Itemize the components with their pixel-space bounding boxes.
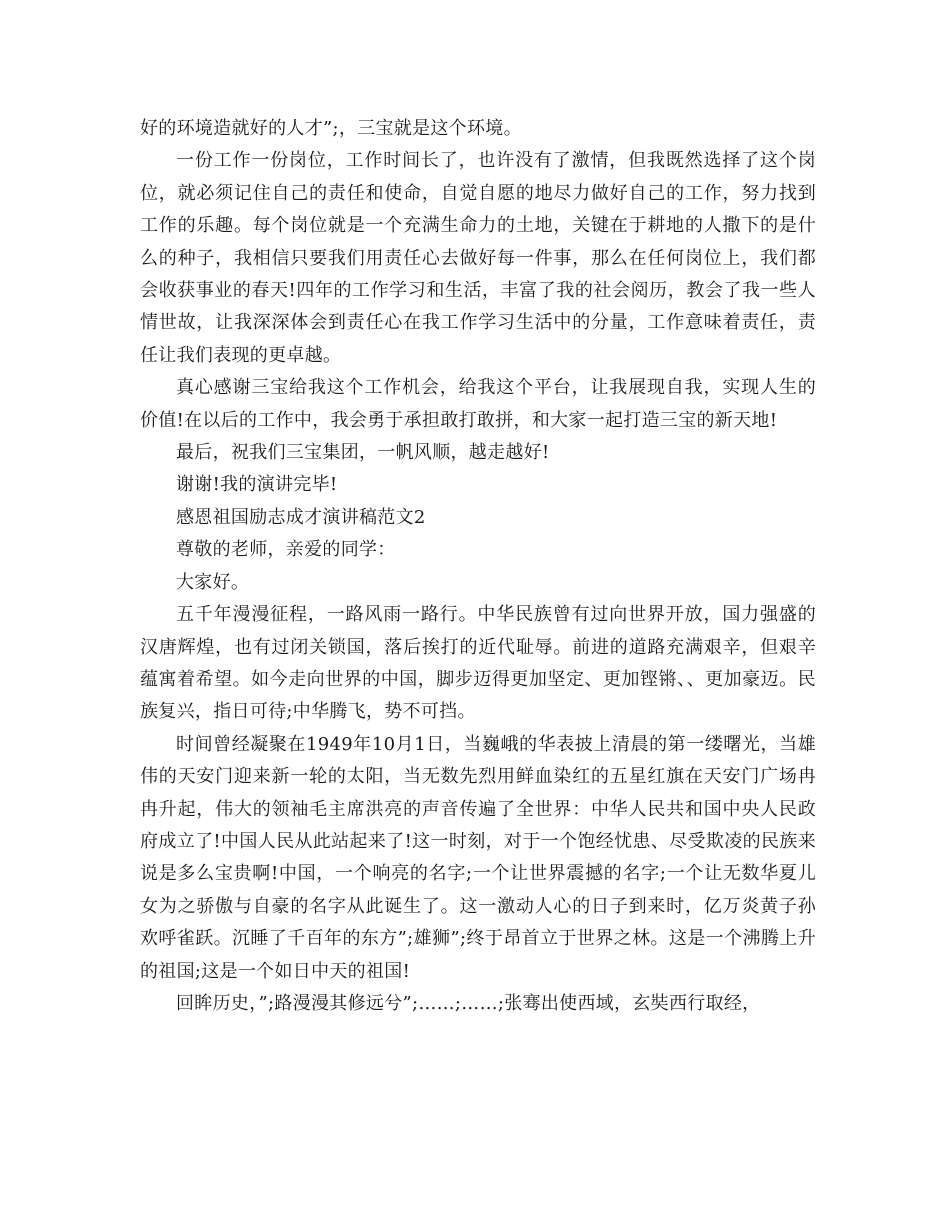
paragraph: 谢谢!我的演讲完毕! bbox=[176, 474, 338, 496]
paragraph: 五千年漫漫征程，一路风雨一路行。中华民族曾有过向世界开放，国力强盛的汉唐辉煌，也有过闭关锁国，落后挨打的近代耻辱。前进的道路充满艰辛，但艰辛蕴寓着希望。如今走向世界的中国，脚步迈得更加坚定、更加铿锵、、更加豪迈。民族复兴，指日可待;中华腾飞，势不可挡。 bbox=[140, 604, 816, 723]
paragraph: 最后，祝我们三宝集团，一帆风顺，越走越好! bbox=[176, 442, 550, 464]
paragraph: 回眸历史，”;路漫漫其修远兮”;……;……;张骞出使西域，玄奘西行取经， bbox=[176, 992, 761, 1014]
paragraph: 好的环境造就好的人才”;，三宝就是这个环境。 bbox=[140, 118, 522, 139]
paragraph: 真心感谢三宝给我这个工作机会，给我这个平台，让我展现自我，实现人生的价值!在以后的工作中，我会勇于承担敢打敢拼，和大家一起打造三宝的新天地! bbox=[140, 377, 816, 431]
salutation: 尊敬的老师，亲爱的同学： bbox=[176, 539, 396, 561]
document-body bbox=[140, 113, 816, 1020]
paragraph: 时间曾经凝聚在1949年10月1日，当巍峨的华表披上清晨的第一缕曙光，当雄伟的天安门迎来新一轮的太阳，当无数先烈用鲜血染红的五星红旗在天安门广场冉冉升起，伟大的领袖毛主席洪亮的声音传遍了全世界：中华人民共和国中央人民政府成立了!中国人民从此站起来了!这一时刻，对于一个饱经忧患、尽受欺凌的民族来说是多么宝贵啊!中国，一个响亮的名字;一个让世界震撼的名字;一个让无数华夏儿女为之骄傲与自豪的名字从此诞生了。这一激动人心的日子到来时，亿万炎黄子孙欢呼雀跃。沉睡了千百年的东方”;雄狮”;终于昂首立于世界之林。这是一个沸腾上升的祖国;这是一个如日中天的祖国! bbox=[140, 733, 816, 982]
greeting: 大家好。 bbox=[176, 571, 250, 593]
paragraph: 一份工作一份岗位，工作时间长了，也许没有了激情，但我既然选择了这个岗位，就必须记住自己的责任和使命，自觉自愿的地尽力做好自己的工作，努力找到工作的乐趣。每个岗位就是一个充满生命力的土地，关键在于耕地的人撒下的是什么的种子，我相信只要我们用责任心去做好每一件事，那么在任何岗位上，我们都会收获事业的春天!四年的工作学习和生活，丰富了我的社会阅历，教会了我一些人情世故，让我深深体会到责任心在我工作学习生活中的分量，工作意味着责任，责任让我们表现的更卓越。 bbox=[140, 150, 816, 366]
section-title: 感恩祖国励志成才演讲稿范文2 bbox=[176, 506, 426, 528]
